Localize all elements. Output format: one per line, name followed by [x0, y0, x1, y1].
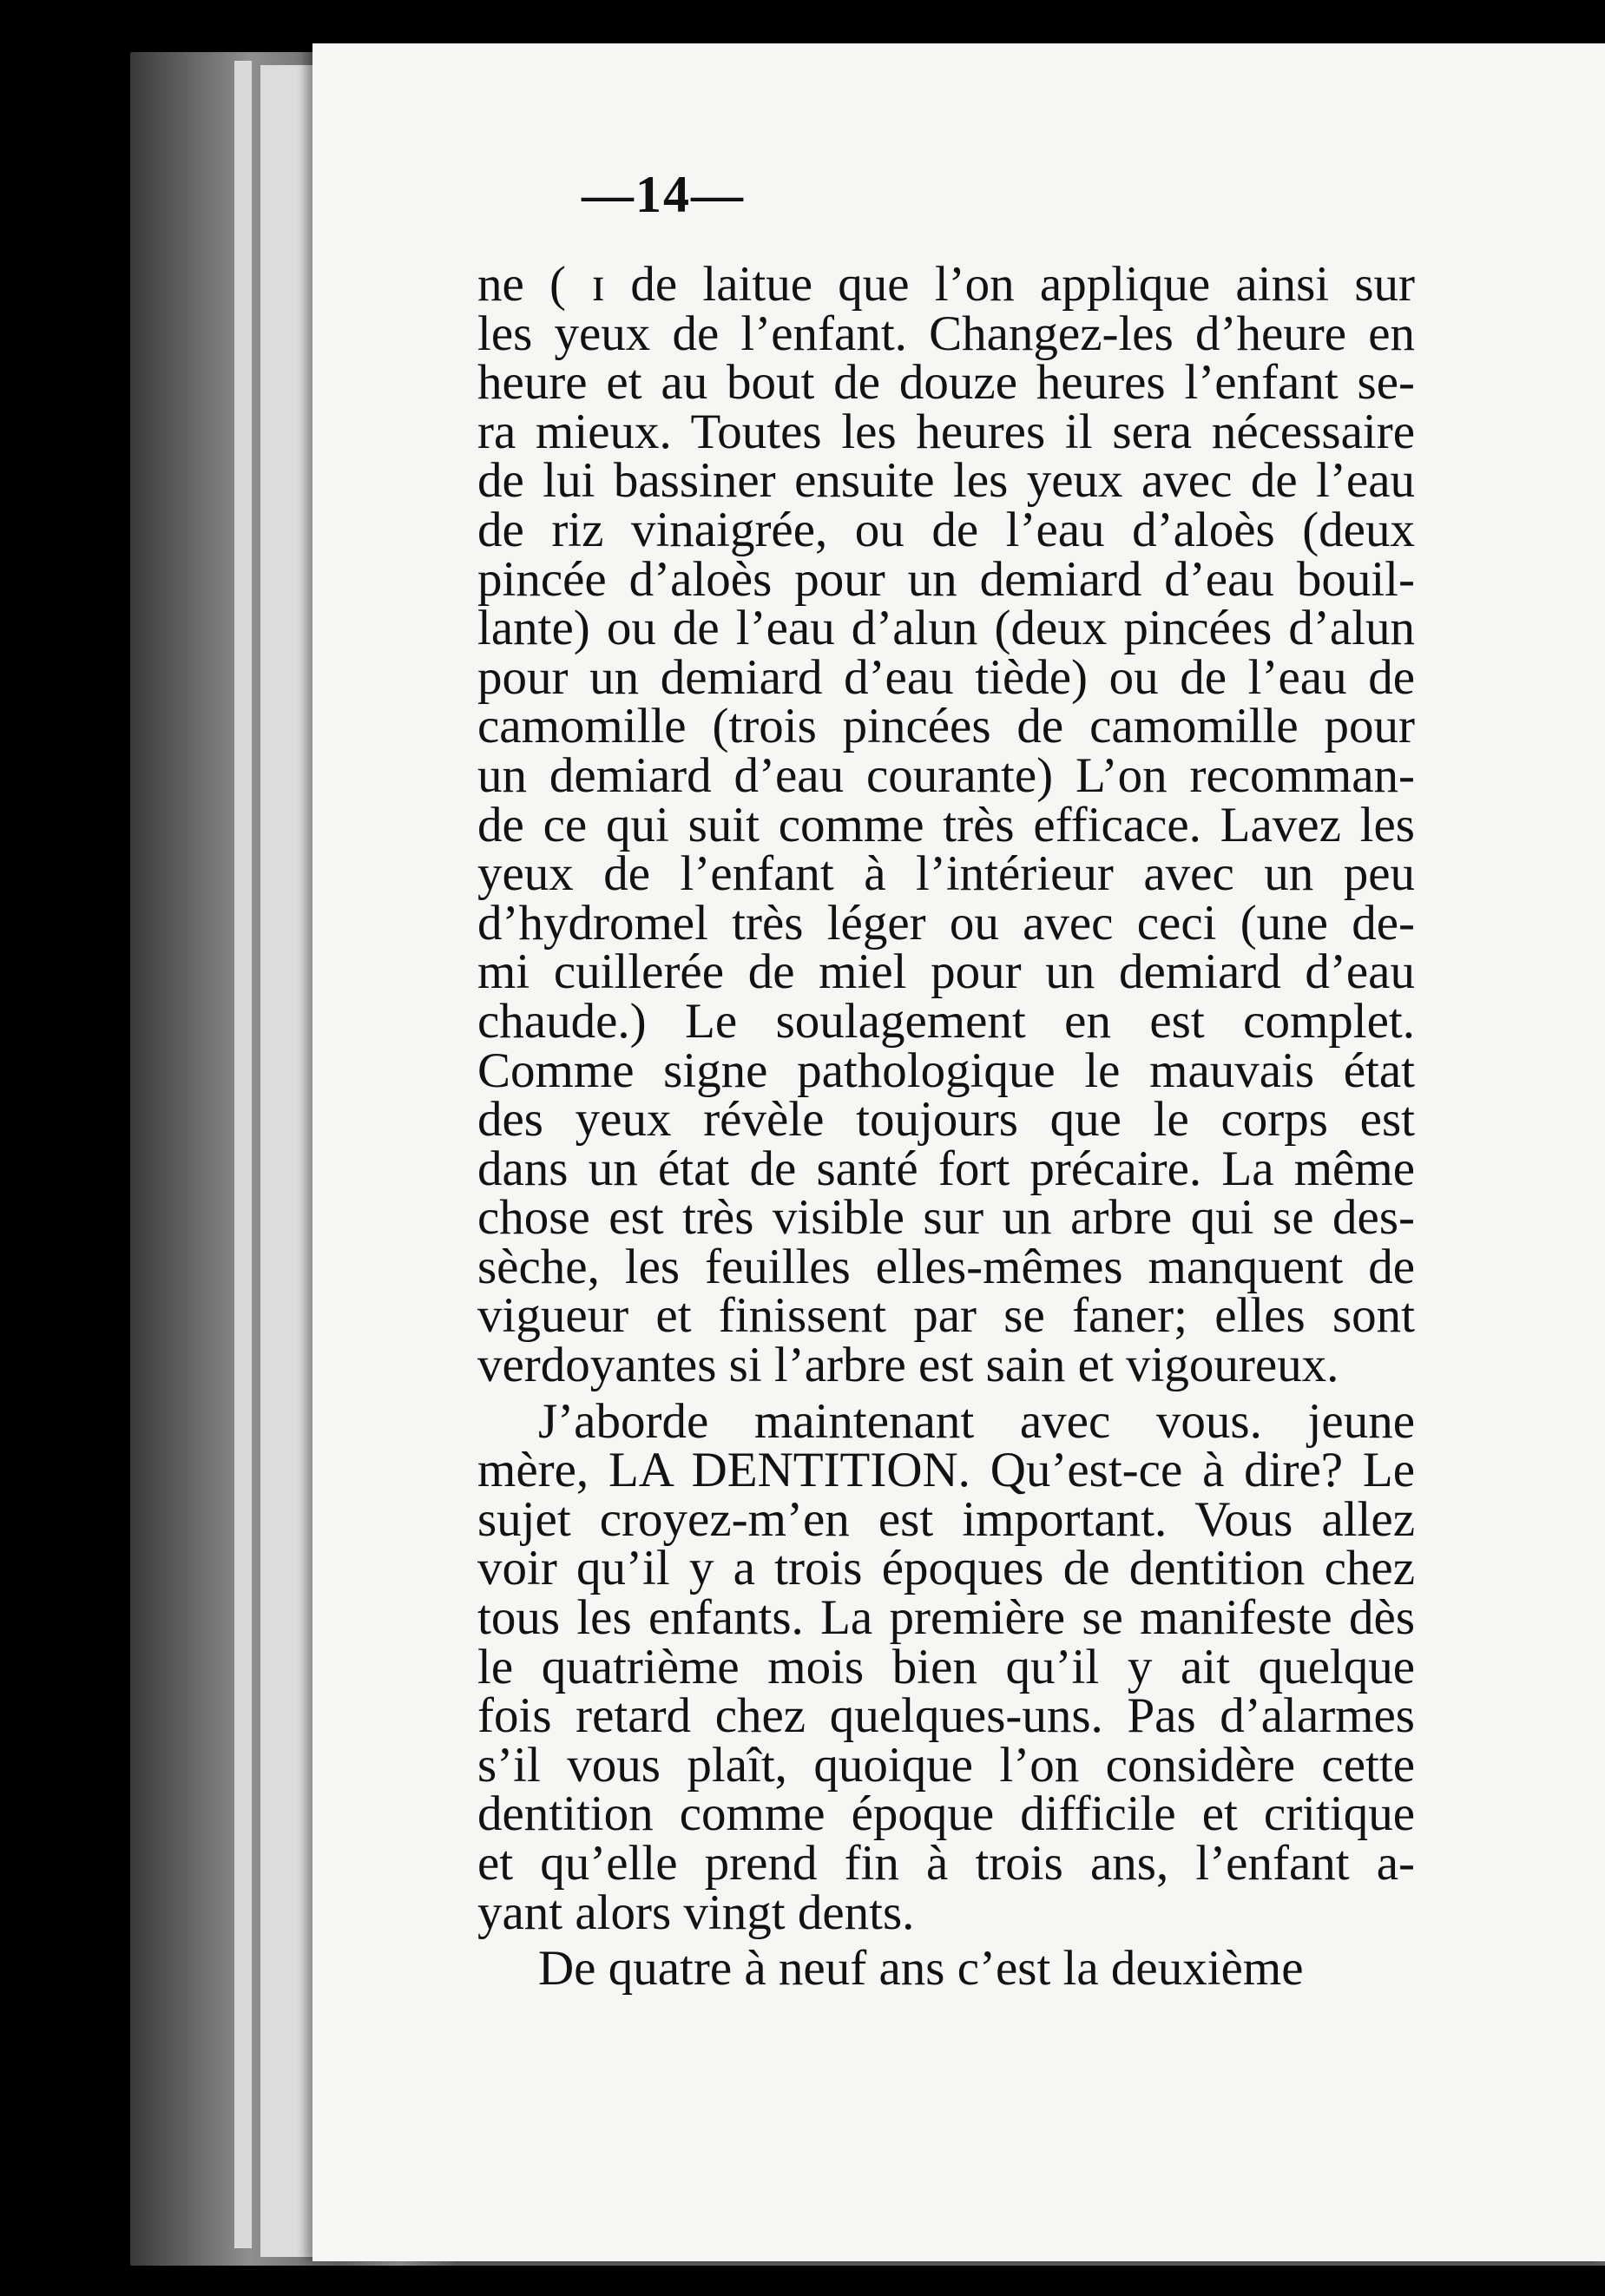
- text-line: vigueur et finissent par se faner; elles sont: [477, 1288, 1415, 1344]
- text-line: sèche, les feuilles elles-mêmes manquent de: [477, 1239, 1415, 1294]
- text-line: verdoyantes si l’arbre est sain et vigoureux.: [477, 1338, 1339, 1393]
- text-line: pour un demiard d’eau tiède) ou de l’eau de: [477, 649, 1415, 705]
- text-line: yant alors vingt dents.: [477, 1885, 915, 1940]
- text-line: de lui bassiner ensuite les yeux avec de l’eau: [477, 453, 1415, 509]
- text-line: s’il vous plaît, quoique l’on considère cette: [477, 1737, 1415, 1793]
- page-edge-strip: [234, 61, 252, 2248]
- text-line: de riz vinaigrée, ou de l’eau d’aloès (deux: [477, 502, 1415, 557]
- text-line: le quatrième mois bien qu’il y ait quelque: [477, 1639, 1415, 1694]
- text-line: dentition comme époque difficile et critique: [477, 1786, 1415, 1842]
- text-line: d’hydromel très léger ou avec ceci (une de-: [477, 895, 1415, 951]
- text-line: mère, LA DENTITION. Qu’est-ce à dire? Le: [477, 1443, 1415, 1498]
- text-line: lante) ou de l’eau d’alun (deux pincées d’alun: [477, 601, 1415, 656]
- text-line: chose est très visible sur un arbre qui se des-: [477, 1190, 1415, 1246]
- text-line: un demiard d’eau courante) L’on recomman-: [477, 747, 1415, 803]
- text-line: ra mieux. Toutes les heures il sera nécessaire: [477, 404, 1415, 459]
- text-line: les yeux de l’enfant. Changez-les d’heure en: [477, 306, 1415, 361]
- text-line: mi cuillerée de miel pour un demiard d’eau: [477, 944, 1415, 1000]
- page-number: —14—: [582, 166, 745, 223]
- text-line: fois retard chez quelques-uns. Pas d’alarmes: [477, 1688, 1415, 1744]
- text-line: De quatre à neuf ans c’est la deuxième: [538, 1941, 1304, 1997]
- text-line: dans un état de santé fort précaire. La même: [477, 1141, 1415, 1196]
- text-line: et qu’elle prend fin à trois ans, l’enfant a-: [477, 1836, 1415, 1891]
- text-line: ne ( ɪ de laitue que l’on applique ainsi sur: [477, 257, 1415, 312]
- text-line: pincée d’aloès pour un demiard d’eau bouil-: [477, 551, 1415, 607]
- text-line: des yeux révèle toujours que le corps est: [477, 1092, 1415, 1148]
- text-line: voir qu’il y a trois époques de dentition chez: [477, 1541, 1415, 1596]
- text-line: de ce qui suit comme très efficace. Lavez les: [477, 797, 1415, 852]
- text-line: sujet croyez-m’en est important. Vous allez: [477, 1491, 1415, 1547]
- text-line: heure et au bout de douze heures l’enfant se-: [477, 355, 1415, 411]
- text-line: yeux de l’enfant à l’intérieur avec un peu: [477, 846, 1415, 902]
- page-text: [477, 257, 1415, 1997]
- text-line: tous les enfants. La première se manifeste dès: [477, 1590, 1415, 1646]
- text-line: J’aborde maintenant avec vous. jeune: [538, 1393, 1415, 1449]
- text-line: Comme signe pathologique le mauvais état: [477, 1043, 1415, 1098]
- text-line: chaude.) Le soulagement en est complet.: [477, 993, 1415, 1049]
- text-line: camomille (trois pincées de camomille pour: [477, 699, 1415, 754]
